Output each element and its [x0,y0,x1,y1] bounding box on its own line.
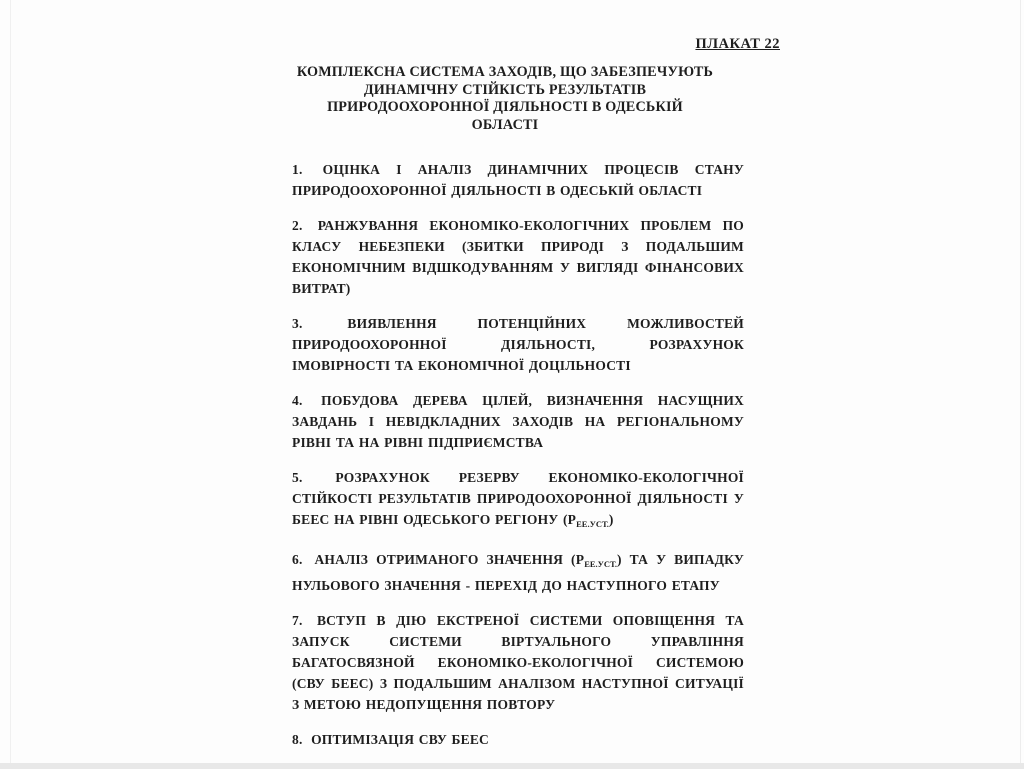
item-number: 1. [292,162,303,177]
item-text: РОЗРАХУНОК РЕЗЕРВУ ЕКОНОМІКО-ЕКОЛОГІЧНОЇ СТІЙКОСТІ РЕЗУЛЬТАТІВ ПРИРОДООХОРОННОЇ ДІЯЛЬНОСТІ У БЕЕС НА РІВНІ ОДЕСЬКОГО РЕГІОНУ ( [292,470,745,527]
item-text-after: ) ТА У ВИПАДКУ НУЛЬОВОГО ЗНАЧЕННЯ - ПЕРЕХІД ДО НАСТУПНОГО ЕТАПУ [292,552,744,593]
item-number: 3. [292,316,303,331]
list-item-5 [292,467,744,535]
list-item-1 [292,159,744,201]
item-text: ВИЯВЛЕННЯ ПОТЕНЦІЙНИХ МОЖЛИВОСТЕЙ ПРИРОДООХОРОННОЇ ДІЯЛЬНОСТІ, РОЗРАХУНОК ІМОВІРНОСТІ ТА ЕКОНОМІЧНОЇ ДОЦІЛЬНОСТІ [292,316,745,373]
item-number: 2. [292,218,303,233]
list-item-7 [292,610,744,715]
list-item-3 [292,313,744,376]
item-text: РАНЖУВАННЯ ЕКОНОМІКО-ЕКОЛОГІЧНИХ ПРОБЛЕМ ПО КЛАСУ НЕБЕЗПЕКИ (ЗБИТКИ ПРИРОДІ З ПОДАЛЬШИМ ЕКОНОМІЧНИМ ВІДШКОДУВАННЯМ У ВИГЛЯДІ ФІНАНСОВИХ ВИТРАТ) [292,218,745,296]
item-text: ВСТУП В ДІЮ ЕКСТРЕНОЇ СИСТЕМИ ОПОВІЩЕННЯ ТА ЗАПУСК СИСТЕМИ ВІРТУАЛЬНОГО УПРАВЛІННЯ БАГАТОСВЯЗНОЙ ЕКОНОМІКО-ЕКОЛОГІЧНОЇ СИСТЕМОЮ (СВУ БЕЕС) З ПОДАЛЬШИМ АНАЛІЗОМ НАСТУПНОЇ СИТУАЦІЇ З МЕТОЮ НЕДОПУЩЕННЯ ПОВТОРУ [292,613,745,712]
item-number: 6. [292,552,303,567]
item-text: ОПТИМІЗАЦІЯ СВУ БЕЕС [311,732,489,747]
item-text: ПОБУДОВА ДЕРЕВА ЦІЛЕЙ, ВИЗНАЧЕННЯ НАСУЩНИХ ЗАВДАНЬ І НЕВІДКЛАДНИХ ЗАХОДІВ НА РЕГІОНАЛЬНОМУ РІВНІ ТА НА РІВНІ ПІДПРИЄМСТВА [292,393,745,450]
item-number: 8. [292,732,303,747]
slide-content [292,36,780,764]
item-text-after: ) [608,512,614,527]
formula-subscript: ЕЕ.УСТ. [584,559,617,569]
list-item-4 [292,390,744,453]
measures-list [292,159,744,750]
slide-left-edge-line [10,0,11,769]
list-item-2 [292,215,744,299]
formula-p-ee-ust [576,552,617,567]
item-number: 4. [292,393,303,408]
item-text: ОЦІНКА І АНАЛІЗ ДИНАМІЧНИХ ПРОЦЕСІВ СТАНУ ПРИРОДООХОРОННОЇ ДІЯЛЬНОСТІ В ОДЕСЬКІЙ ОБЛАСТІ [292,162,744,198]
item-number: 5. [292,470,303,485]
item-number: 7. [292,613,303,628]
list-item-8 [292,729,744,750]
formula-subscript: ЕЕ.УСТ. [576,519,609,529]
list-item-6 [292,549,744,596]
formula-p-ee-ust [568,512,609,527]
slide-right-edge-line [1020,0,1021,769]
item-text: АНАЛІЗ ОТРИМАНОГО ЗНАЧЕННЯ ( [314,552,576,567]
slide-title: КОМПЛЕКСНА СИСТЕМА ЗАХОДІВ, ЩО ЗАБЕЗПЕЧУЮТЬ ДИНАМІЧНУ СТІЙКІСТЬ РЕЗУЛЬТАТІВ ПРИРОДООХОРОННОЇ ДІЯЛЬНОСТІ В ОДЕСЬКІЙ ОБЛАСТІ [296,64,714,133]
plakat-number-label: ПЛАКАТ 22 [695,36,780,52]
formula-symbol: Р [575,552,585,567]
slide-bottom-edge [0,763,1024,769]
formula-symbol: Р [567,512,577,527]
